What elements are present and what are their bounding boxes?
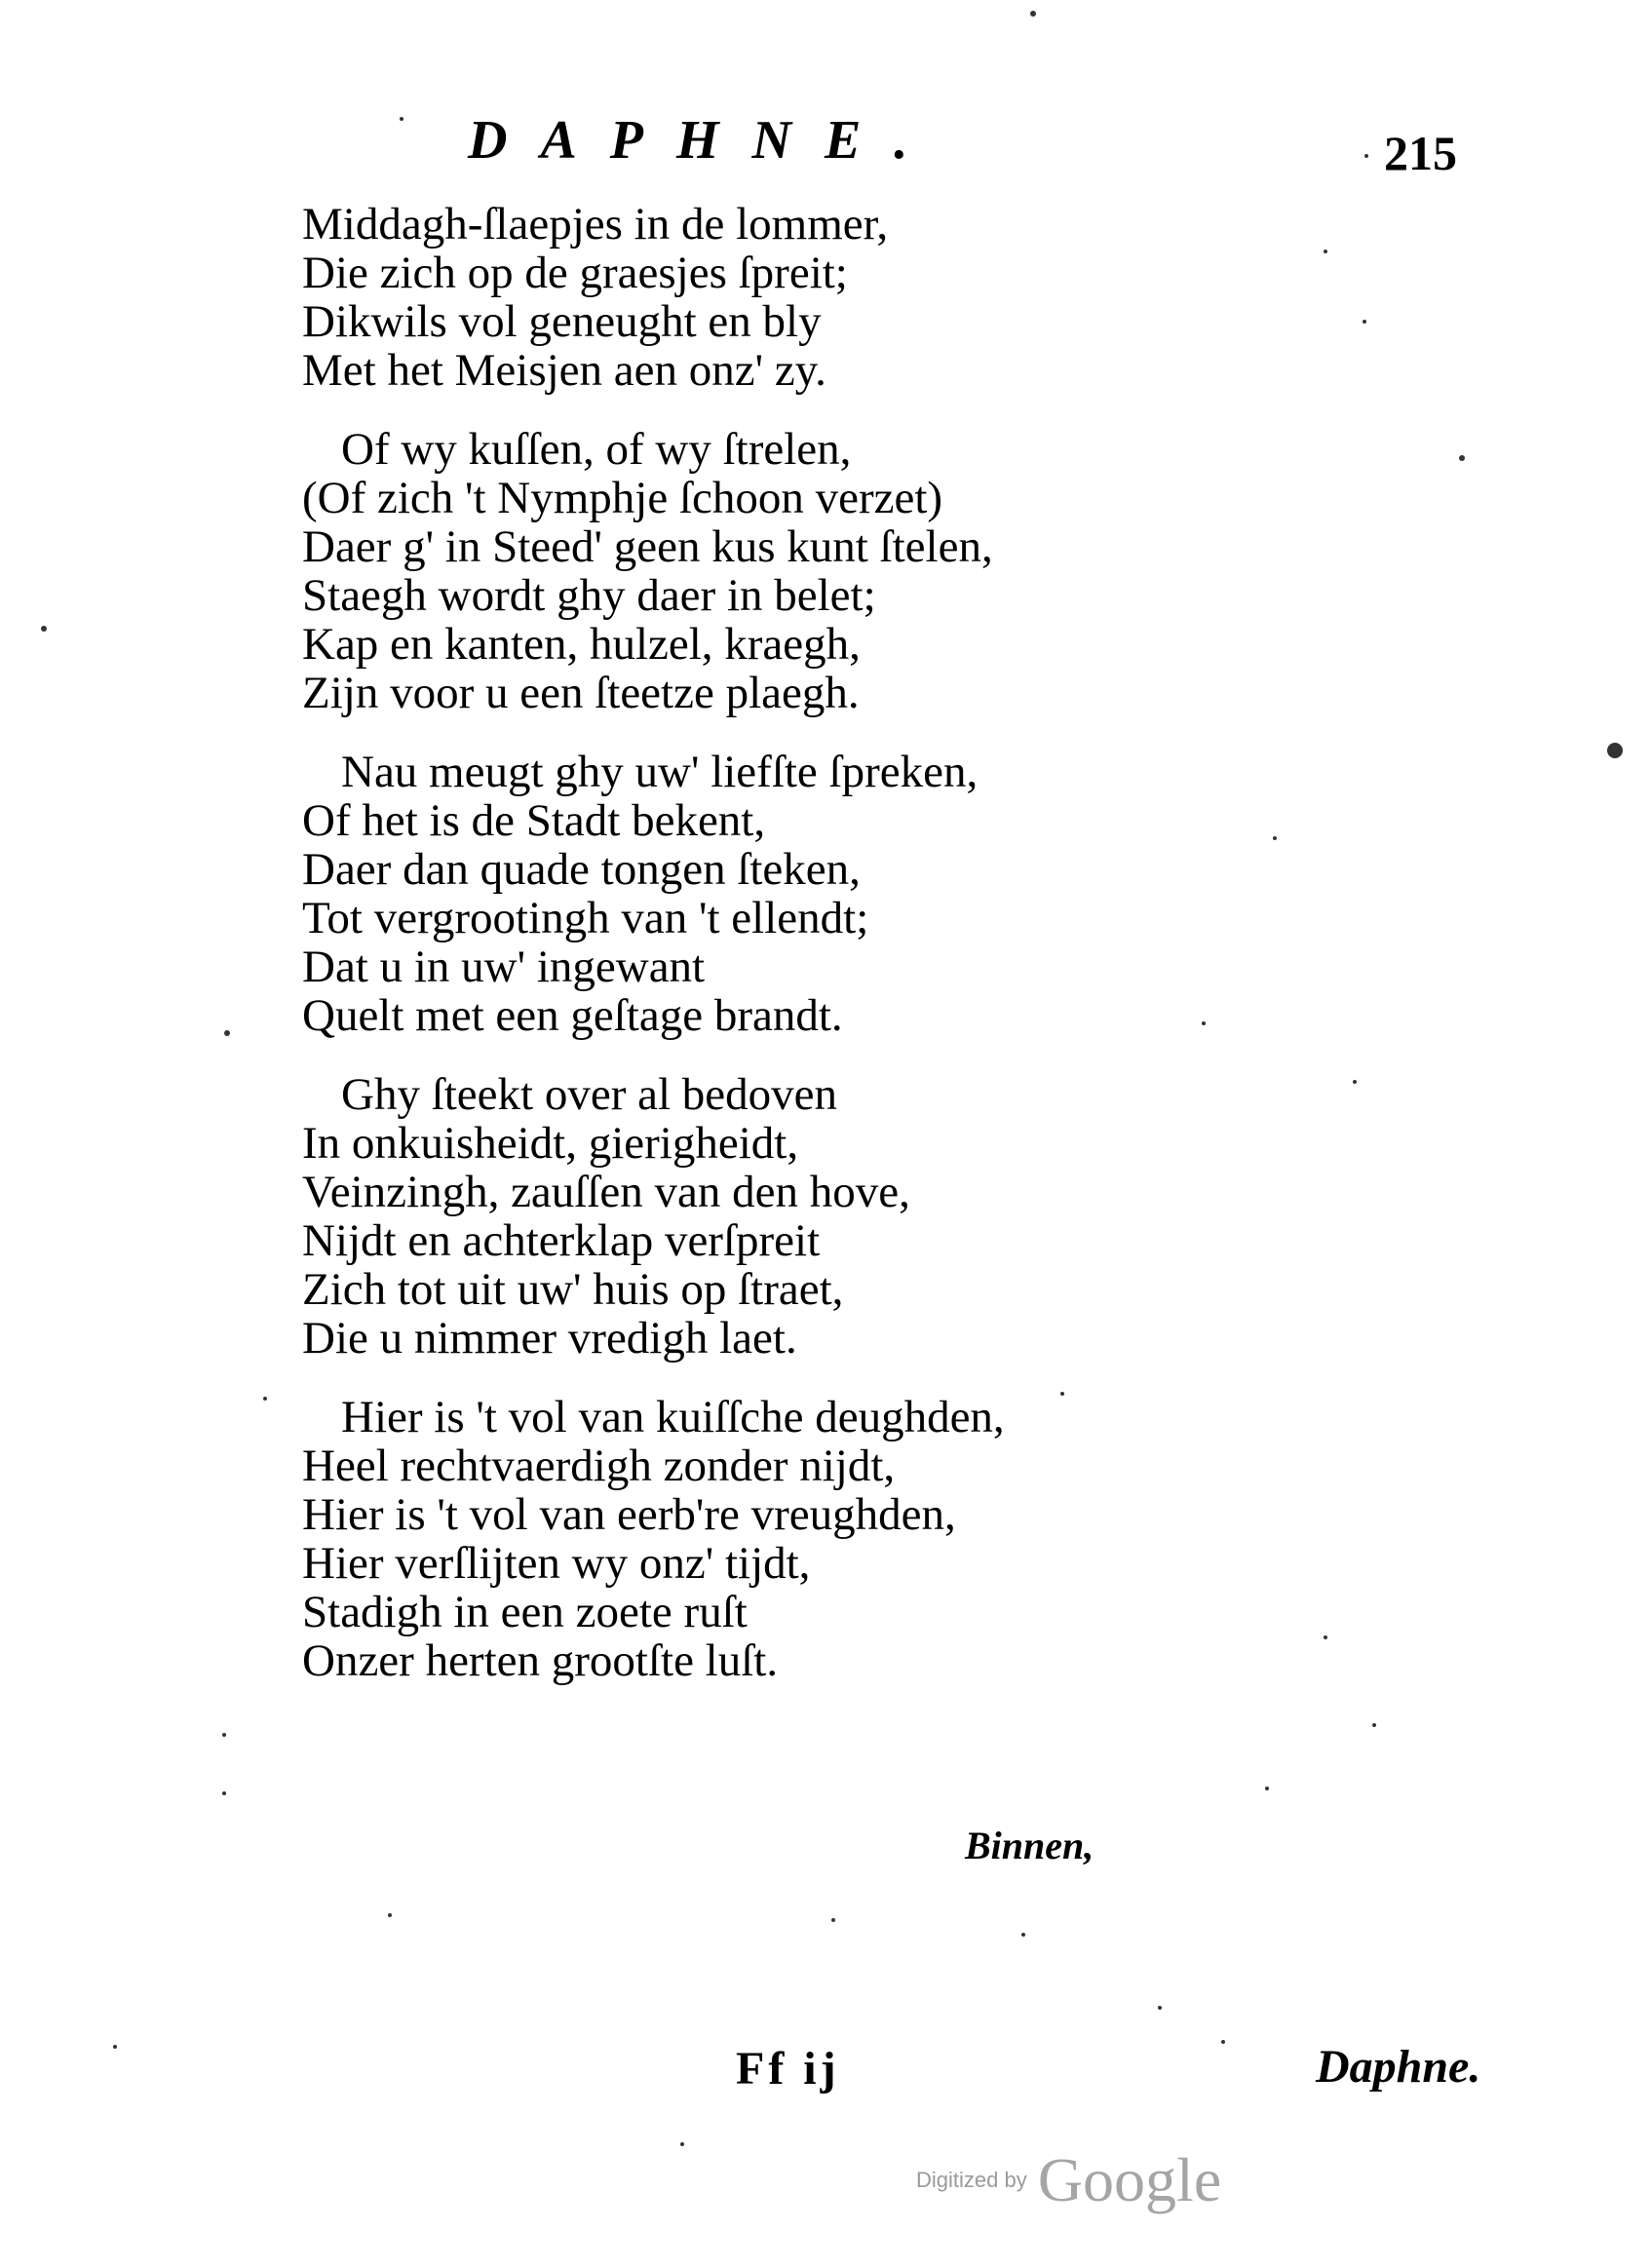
google-logo: Google [1037, 2145, 1222, 2214]
poem-line: Heel rechtvaerdigh zonder nijdt, [302, 1441, 896, 1491]
running-title: DAPHNE. [468, 110, 941, 171]
stanza-3 [302, 748, 1179, 1040]
poem-line: Daer g' in Steed' geen kus kunt ſtelen, [302, 521, 993, 572]
stanza-2 [302, 425, 1179, 717]
poem-line: Veinzingh, zauſſen van den hove, [302, 1167, 910, 1217]
poem-line: In onkuisheidt, gierigheidt, [302, 1118, 799, 1169]
poem-line: Die zich op de graesjes ſpreit; [302, 248, 848, 298]
poem-line: Stadigh in een zoete ruſt [302, 1587, 748, 1637]
poem-line: Nijdt en achterklap verſpreit [302, 1215, 821, 1266]
poem-line: Hier is 't vol van eerb're vreughden, [302, 1489, 956, 1540]
stanza-1 [302, 200, 1179, 395]
page-number: 215 [1384, 126, 1457, 180]
poem-line: Quelt met een geſtage brandt. [302, 990, 843, 1041]
poem-line: Onzer herten grootſte luſt. [302, 1635, 779, 1686]
poem-line: Hier verſlijten wy onz' tijdt, [302, 1538, 811, 1589]
poem-line: Zich tot uit uw' huis op ſtraet, [302, 1264, 844, 1315]
signature-mark: Ff ij [736, 2043, 840, 2095]
poem-line: Tot vergrootingh van 't ellendt; [302, 893, 869, 943]
poem [302, 200, 1179, 1715]
catchword: Binnen, [965, 1824, 1094, 1867]
poem-line: Met het Meisjen aen onz' zy. [302, 345, 826, 396]
poem-line: Kap en kanten, hulzel, kraegh, [302, 619, 861, 670]
poem-line: Dat u in uw' ingewant [302, 942, 706, 992]
poem-line: Dikwils vol geneught en bly [302, 296, 822, 347]
poem-line: Zijn voor u een ſteetze plaegh. [302, 668, 860, 718]
poem-line: Nau meugt ghy uw' liefſte ſpreken, [341, 747, 979, 797]
poem-line: Daer dan quade tongen ſteken, [302, 844, 861, 895]
poem-line: Of wy kuſſen, of wy ſtrelen, [341, 424, 852, 475]
poem-line: Die u nimmer vredigh laet. [302, 1313, 797, 1364]
footer-catchword: Daphne. [1316, 2041, 1481, 2093]
poem-line: Ghy ſteekt over al bedoven [341, 1069, 837, 1120]
poem-line: Of het is de Stadt bekent, [302, 795, 766, 846]
poem-line: Middagh-ſlaepjes in de lommer, [302, 199, 889, 250]
poem-line: Hier is 't vol van kuiſſche deughden, [341, 1392, 1005, 1442]
stanza-5 [302, 1393, 1179, 1685]
digitized-watermark [916, 2144, 1221, 2216]
digitized-prefix: Digitized by [916, 2168, 1027, 2192]
poem-line: Staegh wordt ghy daer in belet; [302, 570, 876, 621]
stanza-4 [302, 1070, 1179, 1363]
poem-line: (Of zich 't Nymphje ſchoon verzet) [302, 473, 943, 523]
